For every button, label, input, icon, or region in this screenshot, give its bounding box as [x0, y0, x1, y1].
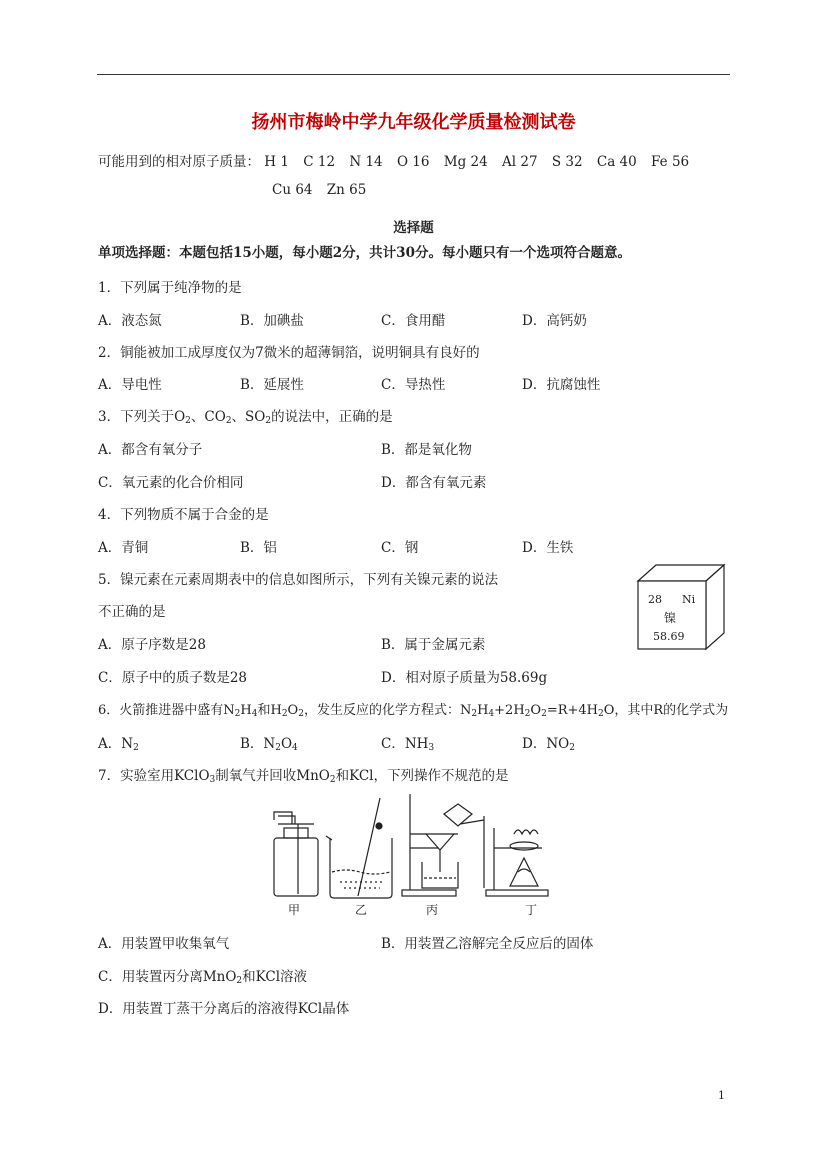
q1-option-a: A．液态氮 [98, 313, 162, 329]
mass-item: Fe 56 [651, 154, 690, 170]
subscript: 3 [209, 775, 216, 785]
subscript: 4 [292, 743, 298, 753]
option-text: D．NO [522, 736, 570, 752]
gas-collection-bottle-icon [274, 812, 318, 896]
option-text: C．NH [381, 736, 429, 752]
section-instructions: 单项选择题：本题包括15小题，每小题2分，共计30分。每小题只有一个选项符合题意。 [98, 245, 631, 261]
question-6-stem [98, 699, 728, 719]
section-title: 选择题 [393, 220, 434, 236]
stem-text: 制氧气并回收MnO [215, 768, 330, 784]
q7-option-a: A．用装置甲收集氧气 [98, 936, 230, 952]
element-name: 镍 [664, 611, 677, 625]
element-number: 28 [648, 593, 662, 606]
q7-option-c [98, 965, 307, 986]
q1-option-b: B．加碘盐 [240, 313, 304, 329]
q6-option-a [98, 732, 139, 753]
q2-option-d: D．抗腐蚀性 [522, 377, 601, 393]
q4-option-c: C．钢 [381, 540, 419, 556]
page-number: 1 [718, 1089, 725, 1102]
atomic-masses-row2 [272, 182, 376, 198]
q6-option-c [381, 732, 434, 753]
stem-text: ，发生反应的化学方程式：N [303, 703, 472, 718]
stem-text: 和KCl，下列操作不规范的是 [335, 768, 509, 784]
mass-item: Zn 65 [326, 182, 367, 198]
apparatus-label-jia: 甲 [288, 903, 301, 917]
question-7-stem [98, 764, 508, 785]
mass-item: H 1 [264, 154, 289, 170]
subscript: 2 [236, 976, 243, 986]
apparatus-label-ding: 丁 [525, 903, 538, 917]
stem-text: =R+4H [546, 703, 598, 718]
mass-item: Al 27 [502, 154, 538, 170]
subscript: 2 [471, 709, 478, 719]
q3-option-a: A．都含有氧分子 [98, 442, 203, 458]
apparatus-label-yi: 乙 [355, 903, 368, 917]
q4-option-a: A．青铜 [98, 540, 149, 556]
stem-text: +2H [494, 703, 525, 718]
mass-item: Cu 64 [272, 182, 313, 198]
subscript: 2 [185, 416, 191, 426]
subscript: 2 [234, 709, 241, 719]
mass-item: Mg 24 [443, 154, 488, 170]
stem-text: 3．下列关于O [98, 409, 186, 425]
subscript: 2 [541, 709, 547, 719]
question-4-stem: 4．下列物质不属于合金的是 [98, 507, 269, 523]
lab-apparatus-figure [260, 786, 570, 922]
header-rule [97, 74, 730, 75]
q4-option-d: D．生铁 [522, 540, 574, 556]
q5-option-c: C．原子中的质子数是28 [98, 670, 248, 686]
q6-option-b [240, 732, 298, 753]
mass-item: C 12 [303, 154, 336, 170]
question-3-stem [98, 405, 393, 426]
stem-text: 、SO [231, 409, 266, 425]
subscript: 2 [569, 743, 575, 753]
element-mass: 58.69 [653, 630, 685, 643]
subscript: 4 [488, 709, 495, 719]
option-text: B．N [240, 736, 276, 752]
q2-option-c: C．导热性 [381, 377, 446, 393]
q5-option-a: A．原子序数是28 [98, 637, 206, 653]
masses-label: 可能用到的相对原子质量： [98, 154, 260, 170]
stem-text: H [477, 703, 489, 718]
subscript: 2 [281, 709, 288, 719]
subscript: 2 [598, 709, 604, 719]
option-text: C．用装置丙分离MnO [98, 969, 237, 985]
subscript: 2 [275, 743, 281, 753]
stem-text: 6．火箭推进器中盛有N [98, 703, 235, 718]
subscript: 2 [133, 743, 139, 753]
page-title: 扬州市梅岭中学九年级化学质量检测试卷 [251, 112, 576, 133]
atomic-masses-row1 [98, 150, 699, 170]
subscript: 2 [524, 709, 531, 719]
stem-text: H [240, 703, 252, 718]
option-text: O [280, 736, 293, 752]
beaker-with-rod-icon [326, 798, 392, 898]
mass-item: Ca 40 [596, 154, 637, 170]
q7-option-d: D．用装置丁蒸干分离后的溶液得KCl晶体 [98, 1001, 350, 1017]
subscript: 2 [298, 709, 304, 719]
stem-text: O [530, 703, 542, 718]
question-1-stem: 1．下列属于纯净物的是 [98, 280, 242, 296]
filtration-stand-icon [402, 794, 484, 896]
q3-option-d: D．都含有氧元素 [381, 475, 487, 491]
apparatus-label-bing: 丙 [426, 903, 439, 917]
q2-option-a: A．导电性 [98, 377, 162, 393]
q2-option-b: B．延展性 [240, 377, 304, 393]
subscript: 2 [329, 775, 336, 785]
question-5-stem-line1: 5．镍元素在元素周期表中的信息如图所示，下列有关镍元素的说法 [98, 572, 499, 588]
element-symbol: Ni [682, 593, 696, 606]
q3-option-b: B．都是氧化物 [381, 442, 472, 458]
evaporation-stand-icon [486, 828, 548, 896]
subscript: 3 [428, 743, 435, 753]
subscript: 4 [251, 709, 258, 719]
nickel-element-cell [636, 563, 728, 653]
q4-option-b: B．铝 [240, 540, 277, 556]
mass-item: O 16 [396, 154, 430, 170]
q1-option-c: C．食用醋 [381, 313, 446, 329]
q5-option-b: B．属于金属元素 [381, 637, 486, 653]
subscript: 2 [265, 416, 272, 426]
question-2-stem: 2．铜能被加工成厚度仅为7微米的超薄铜箔，说明铜具有良好的 [98, 345, 480, 361]
option-text: A．N [98, 736, 134, 752]
mass-item: N 14 [349, 154, 383, 170]
q5-option-d: D．相对原子质量为58.69g [381, 670, 548, 686]
subscript: 2 [225, 416, 232, 426]
stem-text: 和H [257, 703, 282, 718]
q1-option-d: D．高钙奶 [522, 313, 587, 329]
q6-option-d [522, 732, 575, 753]
stem-text: O，其中R的化学式为 [603, 703, 729, 718]
option-text: 和KCl溶液 [242, 969, 308, 985]
stem-text: 、CO [190, 409, 226, 425]
mass-item: S 32 [551, 154, 583, 170]
stem-text: 的说法中，正确的是 [271, 409, 393, 425]
question-5-stem-line2: 不正确的是 [98, 604, 166, 620]
q7-option-b: B．用装置乙溶解完全反应后的固体 [381, 936, 594, 952]
stem-text: 7．实验室用KClO [98, 768, 210, 784]
stem-text: O [287, 703, 299, 718]
q3-option-c: C．氧元素的化合价相同 [98, 475, 244, 491]
